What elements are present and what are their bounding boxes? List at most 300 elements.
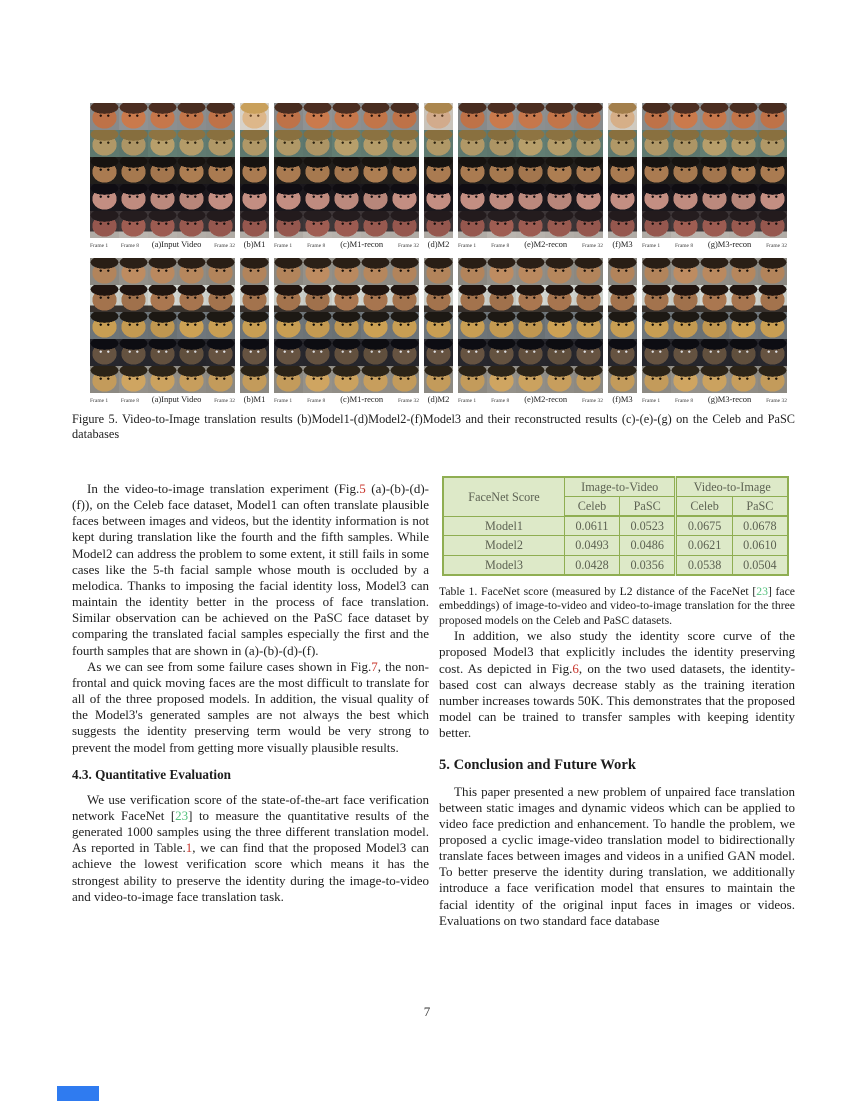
frame-label: Frame 32 [398, 398, 419, 404]
face-tile [458, 130, 487, 157]
face-tile [390, 312, 419, 339]
face-tile [608, 211, 637, 238]
face-tile [119, 285, 148, 312]
face-tile [274, 339, 303, 366]
face-tile [177, 312, 206, 339]
face-tile [390, 258, 419, 285]
face-tile [758, 184, 787, 211]
face-tile [608, 339, 637, 366]
face-tile [274, 103, 303, 130]
group-label-cell [458, 239, 603, 249]
face-tile [119, 366, 148, 393]
face-tile [458, 157, 487, 184]
face-tile [390, 157, 419, 184]
face-tile [90, 130, 119, 157]
frame-label: Frame 1 [90, 398, 109, 404]
frame-label: Frame 8 [120, 398, 140, 404]
face-tile [671, 184, 700, 211]
figure-group [274, 258, 419, 393]
face-tile [516, 312, 545, 339]
face-tile [516, 103, 545, 130]
face-tile [758, 312, 787, 339]
face-tile [574, 157, 603, 184]
figure-ref-link[interactable]: 6 [572, 660, 579, 676]
paragraph: As we can see from some failure cases shown in Fig.7, the non-frontal and quick moving faces are the most difficult to translate for all of the three proposed models. In addition, the visual quality of the Model3's generated samples are not always the best which suggests the identity preserving term would be very strong to prevent the model from getting more visually plausible results. [72, 658, 429, 755]
table-row [443, 555, 788, 575]
left-column [72, 481, 429, 905]
face-tile [361, 130, 390, 157]
face-tile [303, 157, 332, 184]
face-tile [487, 103, 516, 130]
face-tile [240, 211, 269, 238]
face-tile [303, 339, 332, 366]
face-tile [574, 103, 603, 130]
face-tile [361, 312, 390, 339]
face-tile [240, 184, 269, 211]
face-tile [390, 184, 419, 211]
face-tile [424, 285, 453, 312]
face-tile [303, 130, 332, 157]
face-tile [424, 157, 453, 184]
face-tile [240, 366, 269, 393]
face-tile [574, 130, 603, 157]
face-tile [700, 366, 729, 393]
group-label: (d)M2 [427, 239, 450, 249]
group-label-cell [240, 239, 269, 249]
face-tile [700, 285, 729, 312]
figure-ref-link[interactable]: 1 [185, 840, 193, 856]
face-tile [729, 312, 758, 339]
group-label-cell [90, 239, 235, 249]
face-tile [361, 258, 390, 285]
face-tile [729, 184, 758, 211]
face-tile [700, 157, 729, 184]
frame-label: Frame 32 [214, 243, 235, 249]
face-tile [758, 211, 787, 238]
face-tile [390, 211, 419, 238]
face-tile [487, 211, 516, 238]
frame-label: Frame 8 [491, 398, 510, 404]
face-tile [424, 211, 453, 238]
face-tile [390, 103, 419, 130]
group-label-cell [274, 239, 419, 249]
face-tile [758, 339, 787, 366]
face-tile [361, 103, 390, 130]
face-tile [516, 366, 545, 393]
figure-group [608, 258, 637, 393]
group-label-cell [90, 394, 235, 404]
face-tile [574, 285, 603, 312]
face-tile [177, 258, 206, 285]
group-label-cell [458, 394, 603, 404]
face-tile [545, 312, 574, 339]
strip-labels-pasc [90, 394, 800, 404]
figure-group [608, 103, 637, 238]
face-tile [608, 103, 637, 130]
group-label: (f)M3 [612, 394, 633, 404]
face-tile [545, 285, 574, 312]
face-tile [574, 258, 603, 285]
table-cell: 0.0523 [619, 516, 675, 536]
figure-group [642, 258, 787, 393]
face-tile [206, 184, 235, 211]
face-tile [90, 258, 119, 285]
table-sub-header: PaSC [619, 497, 675, 517]
frame-label: Frame 32 [766, 398, 787, 404]
table-cell: 0.0493 [565, 536, 620, 555]
face-tile [700, 339, 729, 366]
face-tile [487, 312, 516, 339]
face-tile [642, 157, 671, 184]
face-tile [729, 285, 758, 312]
face-tile [119, 184, 148, 211]
face-tile [90, 366, 119, 393]
group-label: (c)M1-recon [340, 239, 384, 249]
face-tile [700, 312, 729, 339]
face-tile [148, 130, 177, 157]
face-tile [516, 339, 545, 366]
table-cell: 0.0356 [619, 555, 675, 575]
table-cell: 0.0538 [676, 555, 732, 575]
face-tile [206, 339, 235, 366]
face-tile [90, 211, 119, 238]
figure-ref-link[interactable]: 7 [371, 658, 378, 674]
figure-ref-link[interactable]: 5 [359, 481, 366, 496]
face-tile [274, 366, 303, 393]
face-tile [458, 211, 487, 238]
face-tile [671, 103, 700, 130]
figure-5-caption: Figure 5. Video-to-Image translation results (b)Model1-(d)Model2-(f)Model3 and their reconstructed results (c)-(e)-(g) on the Celeb and PaSC databases [72, 412, 795, 442]
face-tile [148, 211, 177, 238]
face-tile [119, 339, 148, 366]
group-label: (c)M1-recon [340, 394, 384, 404]
frame-label: Frame 1 [458, 398, 477, 404]
face-tile [487, 285, 516, 312]
face-tile [574, 339, 603, 366]
group-label-cell [608, 394, 637, 404]
table-1-caption: Table 1. FaceNet score (measured by L2 distance of the FaceNet [23] face embeddings) of image-to-video and video-to-image translation for the three proposed models on the Celeb and PaSC datasets. [439, 584, 795, 627]
table-cell: 0.0675 [676, 516, 732, 536]
face-tile [642, 184, 671, 211]
face-tile [90, 339, 119, 366]
face-tile [361, 211, 390, 238]
face-tile [240, 103, 269, 130]
citation-link[interactable]: 23 [175, 807, 189, 823]
group-label: (g)M3-recon [707, 394, 752, 404]
face-tile [700, 103, 729, 130]
table-sub-header: PaSC [732, 497, 788, 517]
figure-group [458, 103, 603, 238]
table-corner-cell: FaceNet Score [443, 477, 565, 516]
table-cell: 0.0611 [565, 516, 620, 536]
figure-group [240, 103, 269, 238]
face-tile [303, 211, 332, 238]
face-tile [516, 157, 545, 184]
table-cell: Model1 [443, 516, 565, 536]
group-label: (f)M3 [612, 239, 633, 249]
face-tile [545, 211, 574, 238]
face-tile [458, 258, 487, 285]
face-tile [240, 258, 269, 285]
group-label-cell [240, 394, 269, 404]
face-tile [700, 184, 729, 211]
face-tile [240, 285, 269, 312]
face-tile [671, 258, 700, 285]
table-cell: 0.0428 [565, 555, 620, 575]
face-tile [424, 184, 453, 211]
face-tile [545, 258, 574, 285]
page-number: 7 [423, 1004, 431, 1019]
table-cell: 0.0678 [732, 516, 788, 536]
face-tile [574, 312, 603, 339]
table-sub-header: Celeb [565, 497, 620, 517]
face-tile [361, 184, 390, 211]
face-tile [458, 184, 487, 211]
face-tile [390, 366, 419, 393]
face-tile [119, 211, 148, 238]
face-tile [361, 157, 390, 184]
table-sub-header: Celeb [676, 497, 732, 517]
face-tile [487, 184, 516, 211]
face-tile [332, 157, 361, 184]
face-tile [206, 258, 235, 285]
face-tile [642, 285, 671, 312]
group-label: (g)M3-recon [707, 239, 752, 249]
face-tile [206, 366, 235, 393]
face-tile [608, 285, 637, 312]
face-tile [516, 285, 545, 312]
table-cell: Model3 [443, 555, 565, 575]
figure-group [90, 103, 235, 238]
face-tile [332, 258, 361, 285]
face-tile [700, 130, 729, 157]
face-tile [608, 130, 637, 157]
face-tile [274, 157, 303, 184]
face-grid-celeb [90, 103, 800, 238]
face-tile [274, 312, 303, 339]
figure-group [274, 103, 419, 238]
face-tile [177, 285, 206, 312]
blue-highlight-bar [57, 1086, 99, 1101]
frame-label: Frame 1 [274, 398, 293, 404]
face-tile [729, 157, 758, 184]
face-tile [516, 130, 545, 157]
face-tile [545, 184, 574, 211]
face-tile [642, 312, 671, 339]
face-tile [177, 157, 206, 184]
face-tile [671, 339, 700, 366]
face-tile [758, 366, 787, 393]
face-tile [671, 211, 700, 238]
face-tile [424, 339, 453, 366]
table-row [443, 516, 788, 536]
face-tile [274, 211, 303, 238]
face-tile [545, 157, 574, 184]
face-tile [332, 184, 361, 211]
paragraph: In addition, we also study the identity score curve of the proposed Model3 that explicitly includes the identity preserving cost. As depicted in Fig.6, on the two used datasets, the identity-based cost can always decrease stably as the training iteration number increases towards 50K. This demonstrates that the proposed model can be trained to transfer samples with keeping identity better. [439, 628, 795, 741]
table-group-header: Video-to-Image [676, 477, 788, 497]
face-tile [332, 211, 361, 238]
face-tile [274, 184, 303, 211]
face-tile [177, 184, 206, 211]
face-tile [487, 157, 516, 184]
face-tile [177, 103, 206, 130]
right-column [439, 476, 795, 929]
face-tile [148, 184, 177, 211]
face-tile [177, 130, 206, 157]
group-label-cell [608, 239, 637, 249]
face-tile [148, 103, 177, 130]
frame-label: Frame 8 [307, 398, 326, 404]
face-tile [206, 211, 235, 238]
frame-label: Frame 1 [458, 243, 477, 249]
figure-5-strip-celeb [90, 103, 800, 249]
strip-labels-celeb [90, 239, 800, 249]
face-tile [700, 211, 729, 238]
face-tile [729, 366, 758, 393]
face-tile [487, 339, 516, 366]
face-tile [487, 366, 516, 393]
section-heading-4-3: 4.3. Quantitative Evaluation [72, 766, 231, 782]
face-tile [545, 366, 574, 393]
frame-label: Frame 8 [491, 243, 510, 249]
face-tile [206, 130, 235, 157]
face-tile [487, 130, 516, 157]
face-tile [729, 258, 758, 285]
face-tile [206, 312, 235, 339]
frame-label: Frame 8 [120, 243, 140, 249]
frame-label: Frame 8 [307, 243, 326, 249]
face-tile [390, 130, 419, 157]
face-tile [574, 211, 603, 238]
face-tile [758, 157, 787, 184]
table-cell: 0.0610 [732, 536, 788, 555]
face-tile [671, 130, 700, 157]
face-tile [608, 312, 637, 339]
table-cell: Model2 [443, 536, 565, 555]
face-tile [545, 103, 574, 130]
face-tile [424, 103, 453, 130]
face-tile [90, 103, 119, 130]
face-tile [608, 184, 637, 211]
face-tile [332, 312, 361, 339]
face-tile [119, 312, 148, 339]
face-tile [729, 130, 758, 157]
face-tile [642, 130, 671, 157]
paragraph: We use verification score of the state-of-the-art face verification network FaceNet [23] to measure the quantitative results of the generated 1000 samples using the three different translation model. As reported in Table.1, we can find that the proposed Model3 can achieve the lowest verification score which means it has the strongest ability to preserve the identity during the image-to-video and video-to-image face translation task. [72, 791, 429, 904]
face-tile [177, 211, 206, 238]
face-tile [332, 103, 361, 130]
face-tile [332, 130, 361, 157]
face-tile [729, 211, 758, 238]
paragraph: In the video-to-image translation experiment (Fig.5 (a)-(b)-(d)-(f)), on the Celeb face dataset, Model1 can often translate plausible faces between images and videos, but the identity information is not kept during translation like the fourth and the fifth samples. While Model2 can address the problem to some extent, it still fails in some cases like the 5-th facial sample whose mouth is occluded by a melodica. Thanks to imposing the facial identity loss, Model3 can maintain the identity better in the process of face translation. Similar observation can be achieved on the PaSC face dataset by comparing the translated facial samples especially the first and the fourth samples that are shown in (a)-(b)-(d)-(f). [72, 481, 429, 658]
face-tile [642, 211, 671, 238]
face-tile [148, 366, 177, 393]
table-row [443, 536, 788, 555]
group-label: (d)M2 [427, 394, 450, 404]
table-cell: 0.0504 [732, 555, 788, 575]
citation-link[interactable]: 23 [756, 584, 768, 598]
face-tile [148, 312, 177, 339]
frame-label: Frame 8 [674, 243, 694, 249]
face-tile [458, 339, 487, 366]
face-tile [424, 366, 453, 393]
face-tile [90, 312, 119, 339]
figure-group [424, 258, 453, 393]
figure-group [424, 103, 453, 238]
face-tile [303, 285, 332, 312]
frame-label: Frame 1 [274, 243, 293, 249]
face-tile [424, 312, 453, 339]
face-tile [119, 130, 148, 157]
face-tile [458, 103, 487, 130]
frame-label: Frame 32 [582, 398, 603, 404]
face-tile [642, 103, 671, 130]
figure-5-strip-pasc [90, 258, 800, 404]
face-tile [729, 103, 758, 130]
facenet-score-table [442, 476, 789, 576]
face-tile [303, 312, 332, 339]
frame-label: Frame 32 [766, 243, 787, 249]
face-tile [516, 211, 545, 238]
group-label-cell [274, 394, 419, 404]
face-tile [758, 130, 787, 157]
face-tile [303, 103, 332, 130]
face-tile [671, 366, 700, 393]
group-label-cell [642, 394, 787, 404]
face-tile [206, 157, 235, 184]
face-tile [608, 157, 637, 184]
face-tile [487, 258, 516, 285]
face-tile [274, 258, 303, 285]
frame-label: Frame 32 [398, 243, 419, 249]
face-tile [119, 103, 148, 130]
face-tile [758, 285, 787, 312]
face-tile [700, 258, 729, 285]
face-tile [458, 312, 487, 339]
face-tile [90, 285, 119, 312]
face-tile [390, 339, 419, 366]
frame-label: Frame 8 [674, 398, 694, 404]
face-tile [332, 285, 361, 312]
face-tile [608, 258, 637, 285]
face-tile [642, 258, 671, 285]
table-group-header: Image-to-Video [565, 477, 676, 497]
group-label-cell [642, 239, 787, 249]
face-grid-pasc [90, 258, 800, 393]
frame-label: Frame 1 [90, 243, 109, 249]
face-tile [240, 312, 269, 339]
face-tile [758, 103, 787, 130]
table-cell: 0.0486 [619, 536, 675, 555]
face-tile [545, 130, 574, 157]
face-tile [90, 184, 119, 211]
face-tile [119, 258, 148, 285]
face-tile [516, 258, 545, 285]
frame-label: Frame 32 [582, 243, 603, 249]
group-label: (e)M2-recon [524, 394, 568, 404]
face-tile [148, 339, 177, 366]
table-cell: 0.0621 [676, 536, 732, 555]
face-tile [574, 184, 603, 211]
face-tile [177, 339, 206, 366]
figure-group [642, 103, 787, 238]
figure-group [458, 258, 603, 393]
frame-label: Frame 32 [214, 398, 235, 404]
face-tile [240, 130, 269, 157]
face-tile [390, 285, 419, 312]
group-label: (a)Input Video [151, 394, 202, 404]
